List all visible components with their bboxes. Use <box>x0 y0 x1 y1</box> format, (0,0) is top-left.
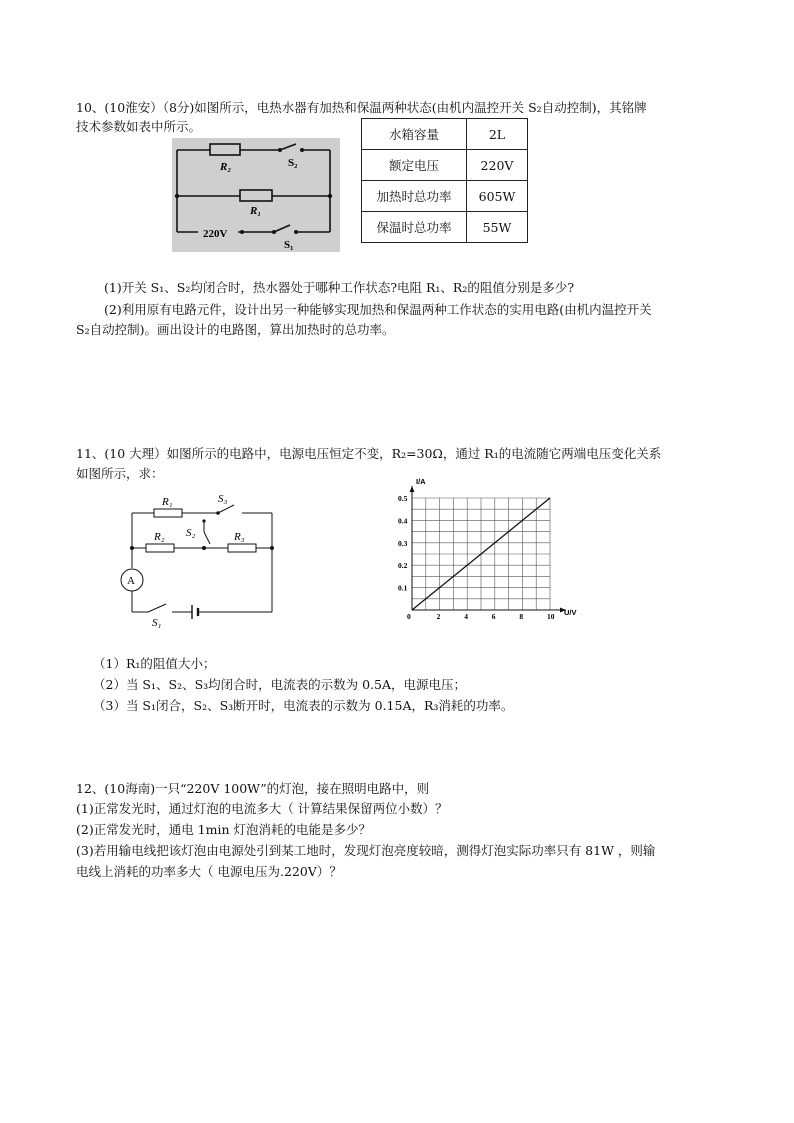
spec-key: 保温时总功率 <box>362 212 467 243</box>
q10-spec-table <box>361 118 528 243</box>
x-tick-label: 0 <box>407 612 411 621</box>
y-axis-arrow <box>410 486 415 492</box>
y-tick-label: 0.2 <box>398 561 408 571</box>
q12-part3-line1: (3)若用输电线把该灯泡由电源处引到某工地时，发现灯泡亮度较暗，测得灯泡实际功率只有 81W ，则输 <box>76 843 656 858</box>
y-tick-label: 0.3 <box>398 538 408 548</box>
spec-key: 水箱容量 <box>362 119 467 150</box>
x-tick-label: 6 <box>491 612 496 621</box>
chart-y-axis-label: I/A <box>416 477 426 486</box>
chart-x-axis-label: U/V <box>564 608 577 617</box>
q12-part2: (2)正常发光时，通电 1min 灯泡消耗的电能是多少？ <box>76 822 372 837</box>
x-tick-label: 2 <box>436 612 441 621</box>
x-tick-label: 8 <box>519 612 524 621</box>
spec-key: 额定电压 <box>362 150 467 181</box>
q11-label-r1: R₁ <box>162 496 173 508</box>
spec-value: 55W <box>467 212 528 243</box>
q10-stem-line1: 10、(10淮安）（8分)如图所示，电热水器有加热和保温两种状态(由机内温控开关 S₂自动控制)，其铭牌 <box>76 100 647 115</box>
q11-part3: （3）当 S₁闭合，S₂、S₃断开时，电流表的示数为 0.15A，R₃消耗的功率。 <box>93 698 514 713</box>
q10-label-voltage: 220V <box>203 228 228 240</box>
x-tick-label: 4 <box>464 612 468 621</box>
table-row <box>362 150 528 181</box>
q11-label-r2: R₂ <box>154 531 165 543</box>
q11-ammeter-label: A <box>127 575 135 587</box>
q12-part1: (1)正常发光时，通过灯泡的电流多大（ 计算结果保留两位小数）？ <box>76 801 448 816</box>
table-row <box>362 119 528 150</box>
q10-part1: (1)开关 S₁、S₂均闭合时，热水器处于哪种工作状态?电阻 R₁、R₂的阻值分别是多少? <box>104 280 575 295</box>
x-tick-label: 10 <box>547 612 555 621</box>
q11-part1: （1）R₁的阻值大小； <box>93 656 216 671</box>
q11-label-r3: R₃ <box>234 531 245 543</box>
spec-key: 加热时总功率 <box>362 181 467 212</box>
y-tick-label: 0.5 <box>398 494 408 503</box>
q11-stem-line1: 11、(10 大理）如图所示的电路中，电源电压恒定不变，R₂=30Ω，通过 R₁的电流随它两端电压变化关系 <box>76 446 662 461</box>
q11-iu-chart <box>392 472 592 622</box>
q10-part2-line2: S₂自动控制)。画出设计的电路图，算出加热时的总功率。 <box>76 322 395 337</box>
q11-circuit-diagram <box>110 488 285 628</box>
q11-label-s1: S₁ <box>152 617 162 628</box>
q12-stem: 12、(10海南)一只“220V 100W”的灯泡，接在照明电路中，则 <box>76 781 430 796</box>
spec-value: 605W <box>467 181 528 212</box>
spec-value: 220V <box>467 150 528 181</box>
y-tick-label: 0.1 <box>398 583 408 593</box>
q10-stem-line2: 技术参数如表中所示。 <box>76 119 202 134</box>
q10-part2-line1: (2)利用原有电路元件，设计出另一种能够实现加热和保温两种工作状态的实用电路(由机内温控开关 <box>104 302 652 317</box>
q11-part2: （2）当 S₁、S₂、S₃均闭合时，电流表的示数为 0.5A，电源电压； <box>93 677 467 692</box>
q10-circuit-diagram <box>172 138 340 252</box>
table-row <box>362 212 528 243</box>
spec-value: 2L <box>467 119 528 150</box>
q12-part3-line2: 电线上消耗的功率多大（ 电源电压为.220V）？ <box>76 864 342 879</box>
y-tick-label: 0.4 <box>398 516 408 526</box>
q10-circuit-figure <box>172 138 340 252</box>
q11-label-s2: S₂ <box>186 527 196 539</box>
table-row <box>362 181 528 212</box>
q10-label-r1: R₁ <box>250 205 262 217</box>
q11-stem-line2: 如图所示，求： <box>76 466 164 481</box>
q10-label-s1: S₁ <box>284 239 294 251</box>
q10-label-s2: S₂ <box>288 157 298 169</box>
q10-label-r2: R₂ <box>220 161 232 173</box>
q11-label-s3: S₃ <box>218 493 228 505</box>
